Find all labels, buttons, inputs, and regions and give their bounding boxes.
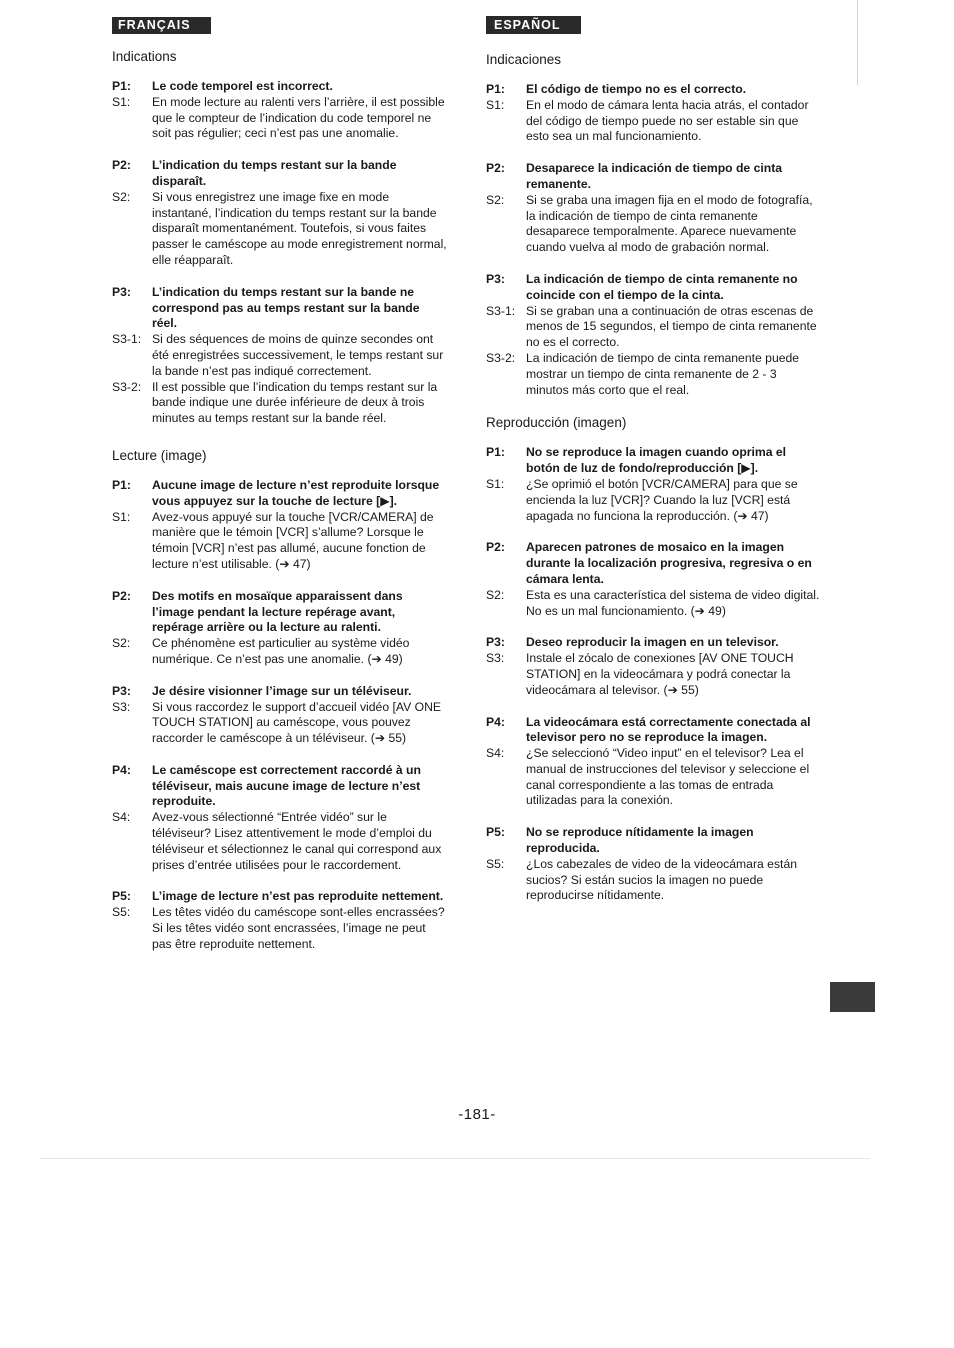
answer-row xyxy=(486,351,821,398)
answer-row xyxy=(486,477,821,524)
question-label: P3: xyxy=(486,635,505,650)
answer-text: En el modo de cámara lenta hacia atrás, el contador del código de tiempo puede no ser estable sin que esto sea un mal funcionamiento. xyxy=(526,97,809,144)
page-edge-line xyxy=(857,0,858,85)
answer-text: Si se graba una imagen fija en el modo de fotografía, la indicación de tiempo de cinta remanente desaparece temporalmente. Aparece nuevamente cuando vuelva al modo de grabación normal. xyxy=(526,192,813,255)
answer-row xyxy=(112,190,447,269)
answer-text: Il est possible que l’indication du temps restant sur la bande indique une durée inférieure de deux à trois minutes au temps restant sur la bande réel. xyxy=(152,379,438,426)
qa-item xyxy=(486,272,821,398)
qa-item xyxy=(112,763,447,874)
answer-text: Si vous raccordez le support d’accueil vidéo [AV ONE TOUCH STATION] au caméscope, vous pouvez raccorder le caméscope à un téléviseur. (➔ 55) xyxy=(152,699,442,746)
qa-item xyxy=(486,635,821,698)
answer-text: Si vous enregistrez une image fixe en mode instantané, l’indication du temps restant sur la bande disparaît momentanément. Toutefois, si vous faites passer le caméscope au mode enregistrement normal, elle réapparaît. xyxy=(152,189,447,267)
question-row xyxy=(486,272,821,304)
bottom-rule xyxy=(40,1158,870,1159)
question-text: El código de tiempo no es el correcto. xyxy=(526,82,747,96)
qa-item xyxy=(112,589,447,668)
qa-item xyxy=(112,889,447,952)
answer-label: S1: xyxy=(112,509,131,524)
question-label: P1: xyxy=(486,82,505,96)
question-text: La videocámara está correctamente conectada al televisor pero no se reproduce la imagen. xyxy=(526,714,811,745)
question-row xyxy=(112,684,447,700)
answer-row xyxy=(112,636,447,668)
question-row xyxy=(486,161,821,193)
qa-list-lecture-fr xyxy=(112,478,447,953)
answer-row xyxy=(112,810,447,873)
question-label: P4: xyxy=(112,762,131,777)
answer-text: ¿Se seleccionó “Video input” en el televisor? Lea el manual de instrucciones del televisor y seleccione el canal correspondiente a las tomas de entrada utilizadas para la conexión. xyxy=(526,746,810,808)
qa-item xyxy=(112,285,447,427)
answer-label: S3: xyxy=(486,651,505,666)
question-text: Je désire visionner l’image sur un téléviseur. xyxy=(152,683,412,698)
answer-label: S3-2: xyxy=(112,379,142,394)
question-text: No se reproduce nítidamente la imagen reproducida. xyxy=(526,825,754,856)
question-row xyxy=(112,889,447,905)
question-label: P4: xyxy=(486,714,505,729)
section-title-lecture: Lecture (image) xyxy=(112,447,207,463)
question-text: Aparecen patrones de mosaico en la imagen durante la localización progresiva, regresiva o en cámara lenta. xyxy=(526,540,812,586)
question-text: Des motifs en mosaïque apparaissent dans l’image pendant la lecture repérage avant, repérage arrière ou la lecture au ralenti. xyxy=(152,588,403,635)
qa-list-reproduccion-es xyxy=(486,445,821,904)
qa-item xyxy=(486,825,821,904)
question-row xyxy=(112,285,447,332)
answer-label: S3-1: xyxy=(486,303,516,318)
answer-label: S4: xyxy=(112,810,131,825)
question-text: No se reproduce la imagen cuando oprima el botón de luz de fondo/reproducción [▶]. xyxy=(526,445,787,476)
answer-text: Les têtes vidéo du caméscope sont-elles encrassées? Si les têtes vidéo sont encrassées, l’image ne peut pas être reproduite nettement. xyxy=(152,905,445,951)
question-row xyxy=(112,79,447,95)
qa-list-indications-fr xyxy=(112,79,447,427)
answer-row xyxy=(486,651,821,698)
answer-label: S1: xyxy=(486,97,505,112)
answer-row xyxy=(486,193,821,256)
answer-row xyxy=(486,98,821,145)
qa-item xyxy=(112,158,447,269)
question-row xyxy=(486,82,821,98)
question-row xyxy=(112,158,447,190)
question-label: P1: xyxy=(112,79,131,93)
question-label: P3: xyxy=(112,683,131,698)
question-row xyxy=(486,540,821,587)
qa-item xyxy=(486,82,821,145)
answer-text: Ce phénomène est particulier au système vidéo numérique. Ce n’est pas une anomalie. (➔ 49) xyxy=(152,636,410,666)
question-row xyxy=(112,478,447,510)
qa-item xyxy=(112,684,447,747)
answer-text: Avez-vous appuyé sur la touche [VCR/CAMERA] de manière que le témoin [VCR] s’allume? Lorsque le témoin [VCR] n’est pas allumé, aucune fonction de lecture n’est utilisable. (➔ 47) xyxy=(152,509,434,571)
question-row xyxy=(486,635,821,651)
question-row xyxy=(486,825,821,857)
qa-item xyxy=(486,715,821,810)
qa-item xyxy=(486,445,821,524)
answer-row xyxy=(112,905,447,952)
answer-label: S5: xyxy=(486,856,505,871)
answer-text: Si des séquences de moins de quinze secondes ont été enregistrées successivement, le temps restant sur la bande n’est pas indiqué correctement. xyxy=(152,332,444,378)
answer-label: S2: xyxy=(486,192,505,207)
question-label: P1: xyxy=(486,445,505,460)
question-text: L’indication du temps restant sur la bande ne correspond pas au temps restant sur la bande réel. xyxy=(152,284,420,331)
question-label: P2: xyxy=(112,588,131,603)
question-row xyxy=(486,445,821,477)
question-label: P3: xyxy=(112,284,131,299)
answer-text: ¿Los cabezales de video de la videocámara están sucios? Si están sucios la imagen no puede reproducirse nítidamente. xyxy=(526,856,797,903)
answer-row xyxy=(112,332,447,379)
answer-label: S3-2: xyxy=(486,350,516,365)
section-title-indications: Indications xyxy=(112,49,177,64)
question-label: P2: xyxy=(486,540,505,555)
question-text: Deseo reproducir la imagen en un televisor. xyxy=(526,635,779,650)
question-row xyxy=(112,589,447,636)
question-text: L’indication du temps restant sur la bande disparaît. xyxy=(152,158,397,188)
answer-row xyxy=(486,857,821,904)
page-number: -181- xyxy=(458,1106,496,1123)
spanish-column xyxy=(486,16,821,920)
answer-row xyxy=(112,510,447,573)
answer-row xyxy=(112,700,447,747)
question-label: P2: xyxy=(112,158,131,173)
answer-text: En mode lecture au ralenti vers l’arrière, il est possible que le compteur de l’indication du code temporel ne soit pas régulier; ceci n’est pas une anomalie. xyxy=(152,94,445,141)
answer-label: S5: xyxy=(112,905,131,920)
language-tag-french: FRANÇAIS xyxy=(112,17,211,34)
answer-text: Avez-vous sélectionné “Entrée vidéo” sur le téléviseur? Lisez attentivement le mode d’emploi du téléviseur et sélectionnez le canal qui correspond aux prises d’entrée utilisées pour le raccordement. xyxy=(152,810,442,872)
qa-item xyxy=(112,79,447,142)
qa-list-indicaciones-es xyxy=(486,82,821,398)
answer-text: Instale el zócalo de conexiones [AV ONE TOUCH STATION] en la videocámara y podrá conectar la videocámara al televisor. (➔ 55) xyxy=(526,651,794,697)
answer-row xyxy=(486,304,821,351)
question-text: Aucune image de lecture n’est reproduite lorsque vous appuyez sur la touche de lecture [▶]. xyxy=(152,477,440,508)
answer-label: S3-1: xyxy=(112,332,142,347)
answer-label: S3: xyxy=(112,699,131,714)
answer-row xyxy=(486,588,821,620)
answer-label: S1: xyxy=(486,476,505,491)
answer-label: S2: xyxy=(486,587,505,602)
answer-label: S2: xyxy=(112,636,131,651)
side-thumb-tab xyxy=(830,982,875,1012)
qa-item xyxy=(486,540,821,619)
question-row xyxy=(112,763,447,810)
question-row xyxy=(486,715,821,747)
question-text: Le caméscope est correctement raccordé à un téléviseur, mais aucune image de lecture n’est reproduite. xyxy=(152,762,421,809)
section-title-indicaciones: Indicaciones xyxy=(486,52,562,67)
answer-text: Si se graban una a continuación de otras escenas de menos de 15 segundos, el tiempo de cinta remanente no es el correcto. xyxy=(526,303,817,350)
qa-item xyxy=(486,161,821,256)
answer-label: S4: xyxy=(486,746,505,761)
question-text: La indicación de tiempo de cinta remanente no coincide con el tiempo de la cinta. xyxy=(526,271,798,302)
qa-item xyxy=(112,478,447,573)
question-label: P5: xyxy=(486,825,505,840)
answer-text: ¿Se oprimió el botón [VCR/CAMERA] para que se encienda la luz [VCR]? Cuando la luz [VCR] está apagada no funciona la reproducción. (➔ 47) xyxy=(526,476,798,523)
question-text: L’image de lecture n’est pas reproduite nettement. xyxy=(152,889,444,904)
french-column xyxy=(112,16,447,969)
question-label: P3: xyxy=(486,271,505,286)
answer-label: S2: xyxy=(112,189,131,204)
answer-row xyxy=(112,380,447,427)
question-label: P1: xyxy=(112,477,131,492)
question-text: Desaparece la indicación de tiempo de cinta remanente. xyxy=(526,161,783,191)
answer-row xyxy=(486,746,821,809)
answer-row xyxy=(112,95,447,142)
answer-label: S1: xyxy=(112,94,131,109)
section-title-reproduccion: Reproducción (imagen) xyxy=(486,415,627,431)
language-tag-spanish: ESPAÑOL xyxy=(486,16,581,34)
question-label: P5: xyxy=(112,889,131,904)
answer-text: La indicación de tiempo de cinta remanente puede mostrar un tiempo de cinta remanente de 2 - 3 minutos más corto que el real. xyxy=(526,350,800,397)
answer-text: Esta es una característica del sistema de video digital. No es un mal funcionamiento. (➔ 49) xyxy=(526,587,820,618)
question-label: P2: xyxy=(486,161,505,176)
question-text: Le code temporel est incorrect. xyxy=(152,79,333,93)
